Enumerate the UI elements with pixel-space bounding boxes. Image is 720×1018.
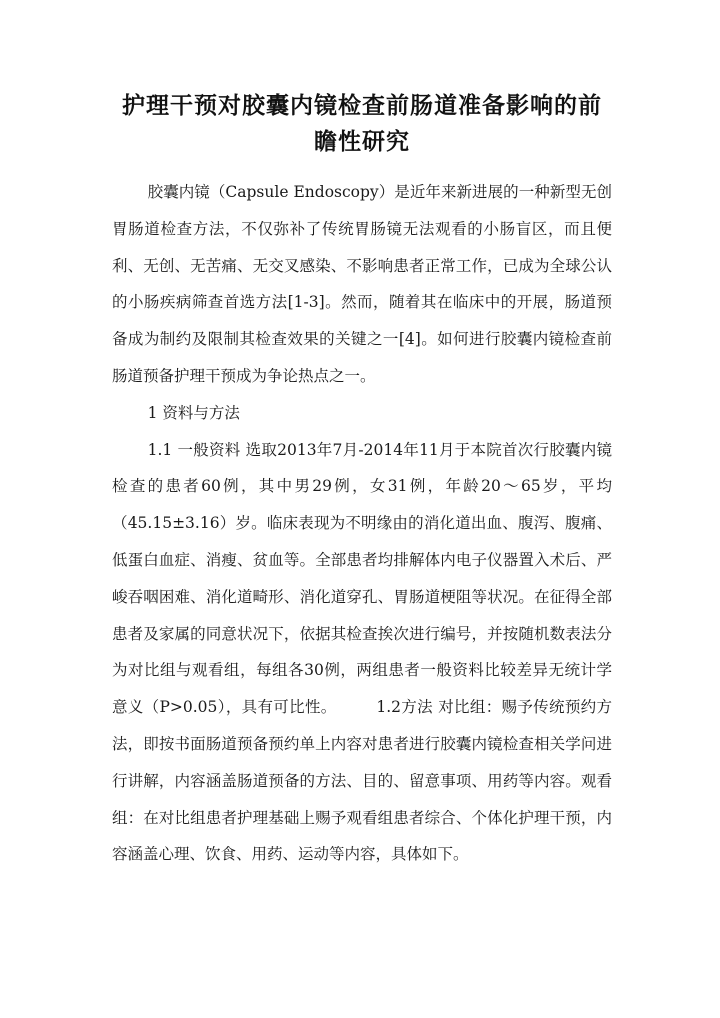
document-title: 护理干预对胶囊内镜检查前肠道准备影响的前瞻性研究 — [122, 92, 602, 155]
section-heading: 1 资料与方法 — [147, 403, 240, 422]
document-body — [112, 174, 612, 873]
methods-paragraph: 1.1 一般资料 选取2013年7月-2014年11月于本院首次行胶囊内镜检查的患者60例，其中男29例，女31例，年龄20～65岁，平均（45.15±3.16）岁。临床表现为不明缘由的消化道出血、腹泻、腹痛、低蛋白血症、消瘦、贫血等。全部患者均排解体内电子仪器置入术后、严峻吞咽困难、消化道畸形、消化道穿孔、胃肠道梗阻等状况。在征得全部患者及家属的同意状况下，依据其检查挨次进行编号，并按随机数表法分为对比组与观看组，每组各30例，两组患者一般资料比较差异无统计学意义（P>0.05），具有可比性。 1.2方法 对比组：赐予传统预约方法，即按书面肠道预备预约单上内容对患者进行胶囊内镜检查相关学问进行讲解，内容涵盖肠道预备的方法、目的、留意事项、用药等内容。观看组：在对比组患者护理基础上赐予观看组患者综合、个体化护理干预，内容涵盖心理、饮食、用药、运动等内容，具体如下。 — [112, 440, 612, 864]
intro-paragraph: 胶囊内镜（Capsule Endoscopy）是近年来新进展的一种新型无创胃肠道检查方法，不仅弥补了传统胃肠镜无法观看的小肠盲区，而且便利、无创、无苦痛、无交叉感染、不影响患者正常工作，已成为全球公认的小肠疾病筛查首选方法[1-3]。然而，随着其在临床中的开展，肠道预备成为制约及限制其检查效果的关键之一[4]。如何进行胶囊内镜检查前肠道预备护理干预成为争论热点之一。 — [112, 183, 612, 385]
